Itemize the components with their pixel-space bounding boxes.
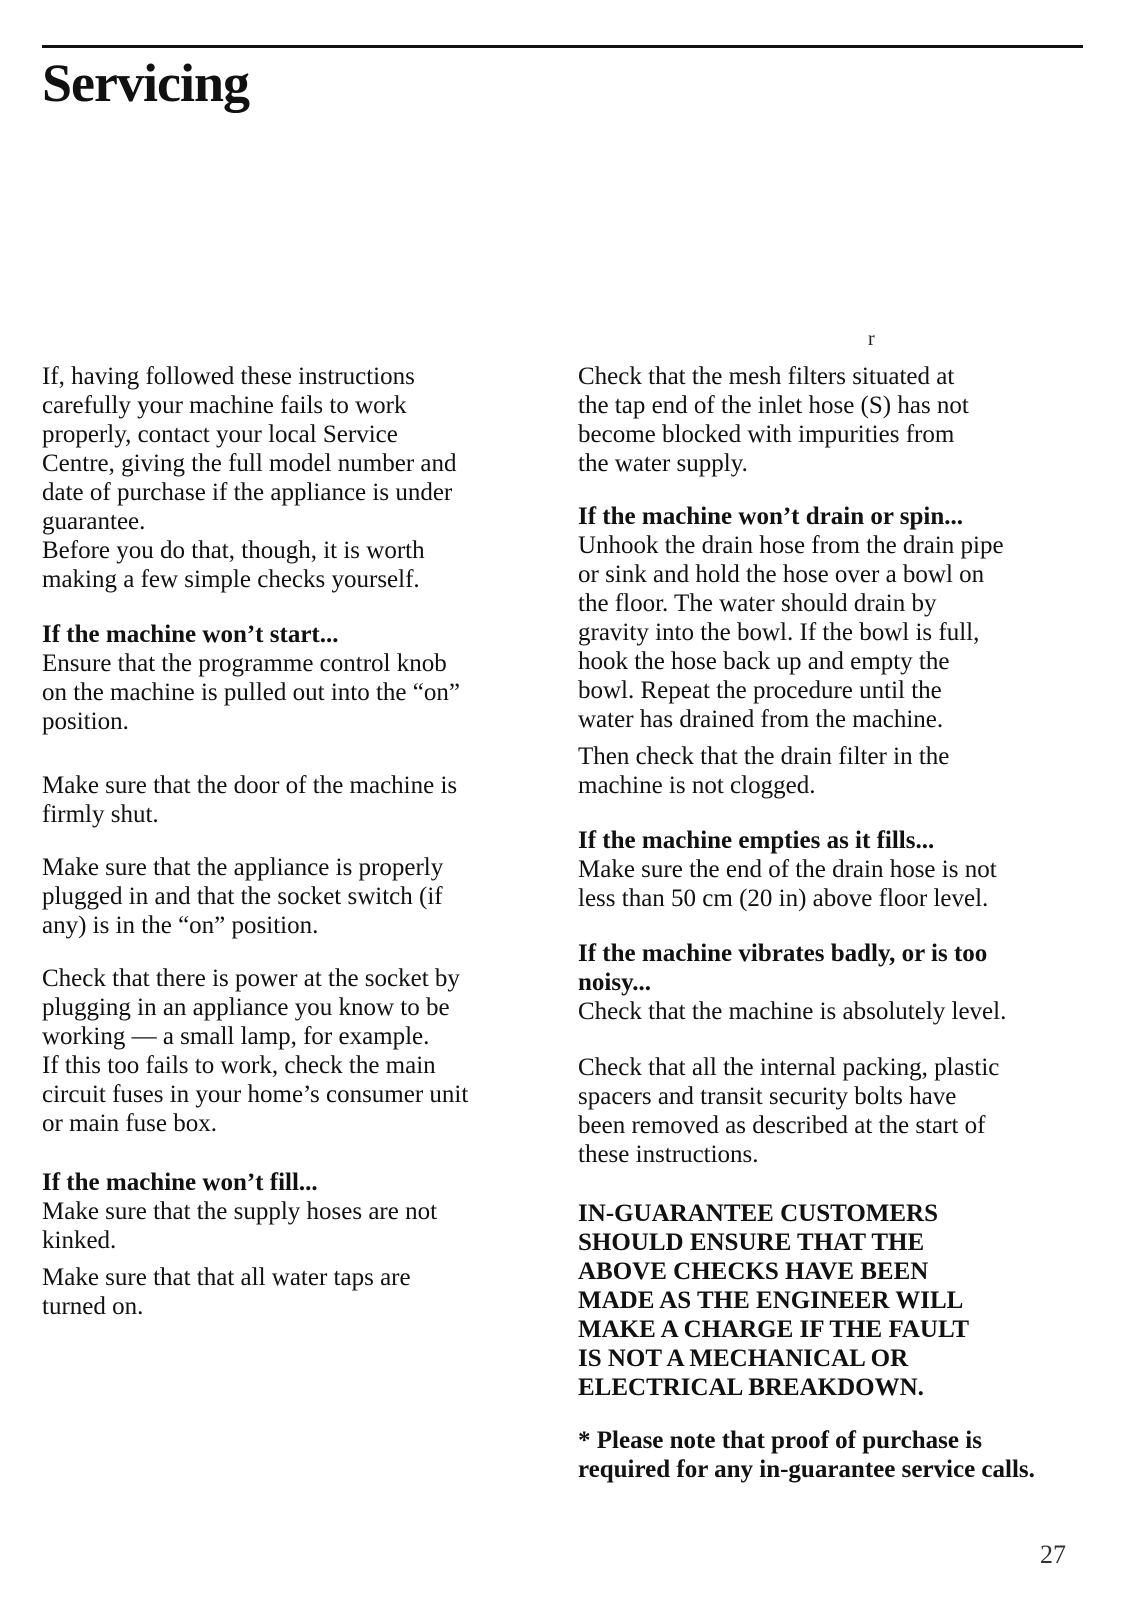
stray-mark: r xyxy=(868,328,875,350)
wont-drain-heading: If the machine won’t drain or spin... xyxy=(578,503,963,530)
empties-heading: If the machine empties as it fills... xyxy=(578,827,935,854)
vibrates-paragraph-1: Check that the machine is absolutely level. xyxy=(578,998,1007,1025)
right-column xyxy=(578,362,1078,1484)
empties-paragraph: Make sure the end of the drain hose is not less than 50 cm (20 in) above floor level. xyxy=(578,856,997,912)
page-title: Servicing xyxy=(42,53,249,113)
left-column xyxy=(42,362,552,1321)
proof-of-purchase-note: * Please note that proof of purchase is required for any in-guarantee service calls. xyxy=(578,1427,1035,1483)
wont-fill-heading: If the machine won’t fill... xyxy=(42,1169,318,1196)
wont-fill-paragraph-1: Make sure that the supply hoses are not kinked. xyxy=(42,1198,438,1254)
wont-fill-paragraph-2: Make sure that that all water taps are turned on. xyxy=(42,1264,411,1320)
filters-paragraph: Check that the mesh filters situated at the tap end of the inlet hose (S) has not become blocked with impurities from the water supply. xyxy=(578,363,969,477)
wont-start-heading: If the machine won’t start... xyxy=(42,621,339,648)
wont-drain-paragraph-2: Then check that the drain filter in the machine is not clogged. xyxy=(578,743,950,799)
wont-start-paragraph-4: Check that there is power at the socket by plugging in an appliance you know to be working — a small lamp, for example. If this too fails to work, check the main circuit fuses in your home’s consumer unit or main fuse box. xyxy=(42,965,469,1137)
wont-start-paragraph-1: Ensure that the programme control knob on the machine is pulled out into the “on” position. xyxy=(42,650,460,735)
wont-start-paragraph-2: Make sure that the door of the machine is firmly shut. xyxy=(42,772,458,828)
page-number: 27 xyxy=(1040,1540,1066,1569)
wont-drain-paragraph-1: Unhook the drain hose from the drain pipe or sink and hold the hose over a bowl on the floor. The water should drain by gravity into the bowl. If the bowl is full, hook the hose back up and empty the bowl. Repeat the procedure until the water has drained from the machine. xyxy=(578,532,1004,733)
vibrates-paragraph-2: Check that all the internal packing, plastic spacers and transit security bolts have been removed as described at the start of these instructions. xyxy=(578,1054,1000,1168)
wont-start-paragraph-3: Make sure that the appliance is properly plugged in and that the socket switch (if any) is in the “on” position. xyxy=(42,854,444,939)
in-guarantee-warning: IN-GUARANTEE CUSTOMERS SHOULD ENSURE THAT THE ABOVE CHECKS HAVE BEEN MADE AS THE ENGINEER WILL MAKE A CHARGE IF THE FAULT IS NOT A MECHANICAL OR ELECTRICAL BREAKDOWN. xyxy=(578,1200,970,1401)
top-rule xyxy=(42,45,1083,48)
intro-paragraph: If, having followed these instructions carefully your machine fails to work properly, contact your local Service Centre, giving the full model number and date of purchase if the appliance is under guarantee. Before you do that, though, it is worth making a few simple checks yourself. xyxy=(42,363,457,593)
vibrates-heading: If the machine vibrates badly, or is too noisy... xyxy=(578,940,988,996)
